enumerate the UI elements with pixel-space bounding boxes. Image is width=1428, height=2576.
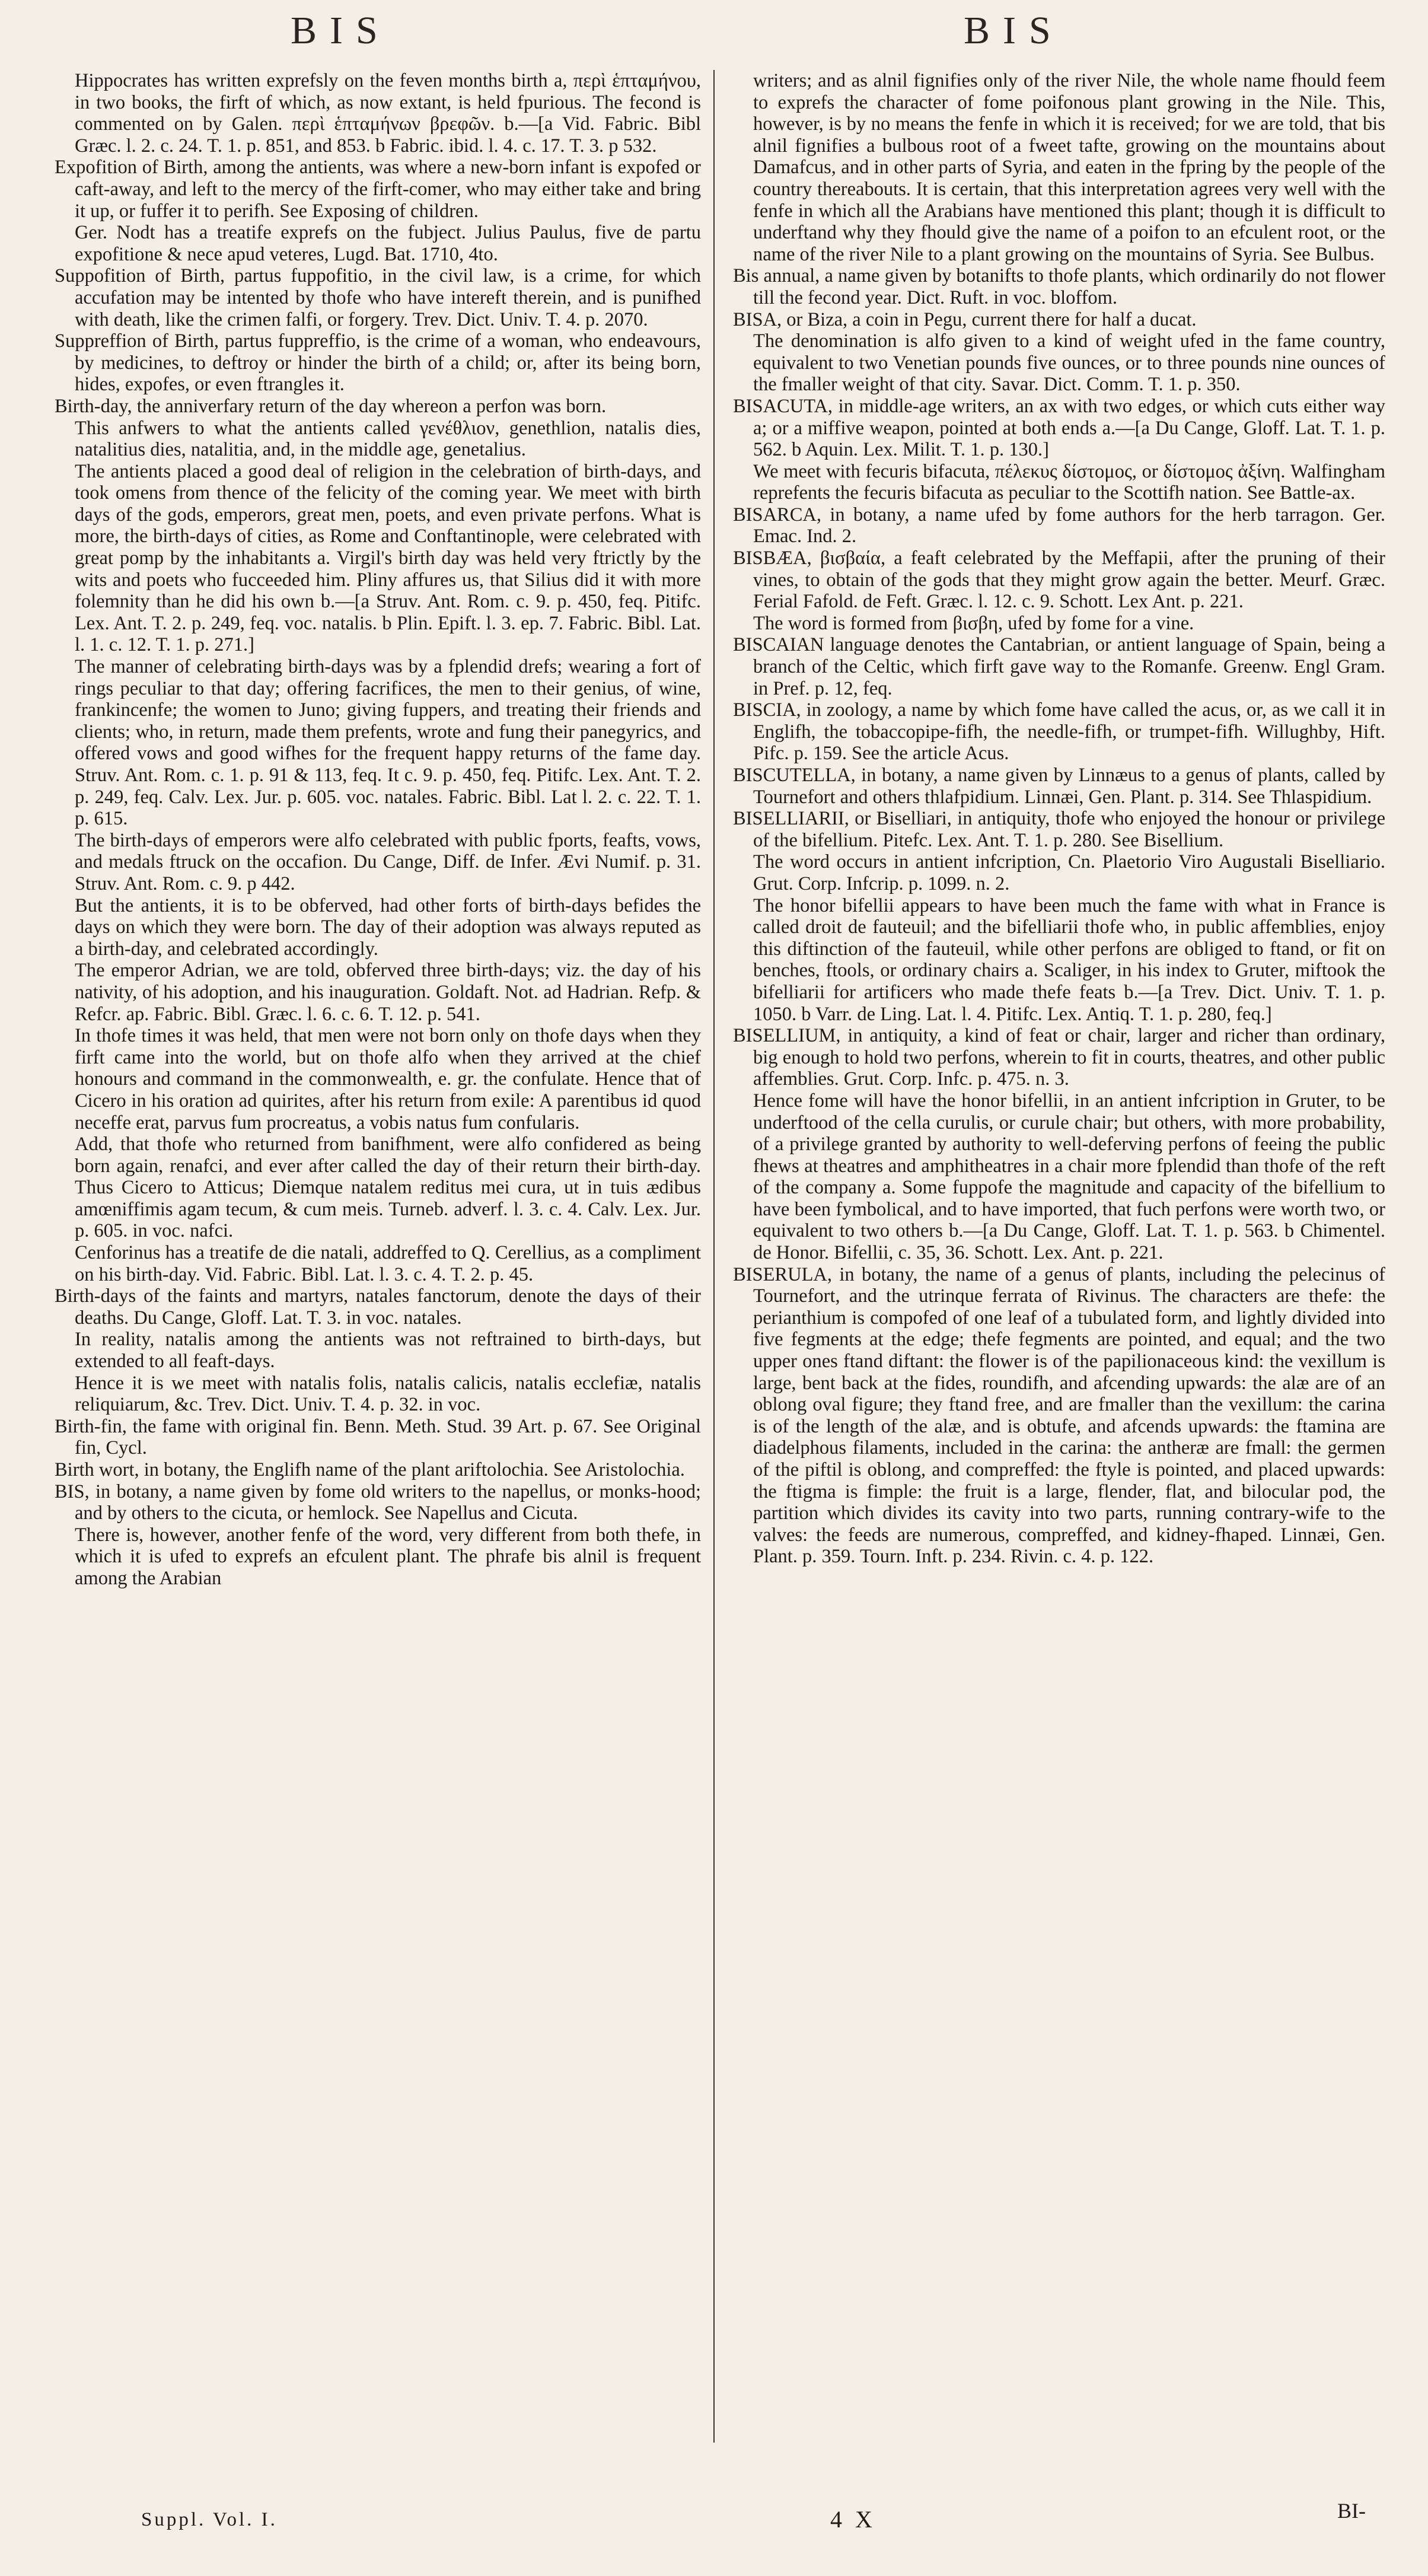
entry-paragraph: BISCAIAN language denotes the Cantabrian, or antient language of Spain, being a branch of the Celtic, which firft gave way to the Romanfe. Greenw. Engl Gram. in Pref. p. 12, feq. [733,634,1385,699]
entry-paragraph: Hippocrates has written exprefsly on the feven months birth a, περὶ ἑπταμήνου, in two books, the firft of which, as now extant, is held fpurious. The fecond is commented on by Galen. περὶ ἑπταμήνων βρεφῶν. b.—[a Vid. Fabric. Bibl Græc. l. 2. c. 24. T. 1. p. 851, and 853. b Fabric. ibid. l. 4. c. 17. T. 3. p 532. [75,70,701,157]
entry-paragraph: Hence it is we meet with natalis folis, natalis calicis, natalis ecclefiæ, natalis reliquiarum, &c. Trev. Dict. Univ. T. 4. p. 32. in voc. [75,1372,701,1416]
entry-paragraph: The birth-days of emperors were alfo celebrated with public fports, feafts, vows, and medals ftruck on the occafion. Du Cange, Diff. de Infer. Ævi Numif. p. 31. Struv. Ant. Rom. c. 9. p 442. [75,829,701,894]
entry-paragraph: Birth-day, the anniverfary return of the day whereon a perfon was born. [55,395,607,417]
entry-paragraph: In thofe times it was held, that men were not born only on thofe days when they firft came into the world, but on thofe alfo when they arrived at the chief honours and command in the commonwealth, e. gr. the confulate. Hence that of Cicero in his oration ad quirites, after his return from exile: A parentibus id quod neceffe erat, parvus fum procreatus, a vobis natus fum confularis. [75,1025,701,1133]
entry-paragraph: But the antients, it is to be obferved, had other forts of birth-days befides the days on which they were born. The day of their adoption was always reputed as a birth-day, and celebrated accordingly. [75,894,701,960]
entry-paragraph: BISACUTA, in middle-age writers, an ax with two edges, or which cuts either way a; or a miffive weapon, pointed at both ends a.—[a Du Cange, Gloff. Lat. T. 1. p. 562. b Aquin. Lex. Milit. T. 1. p. 130.] [733,395,1385,461]
entry-paragraph: This anfwers to what the antients called γενέθλιον, genethlion, natalis dies, natalitius dies, natalitia, and, in the middle age, genetalius. [75,417,701,461]
entry-paragraph: We meet with fecuris bifacuta, πέλεκυς δίστομος, or δίστομος ἀξίνη. Walfingham reprefents the fecuris bifacuta as peculiar to the Scottifh nation. See Battle-ax. [753,460,1385,504]
entry-paragraph: Suppreffion of Birth, partus fuppreffio, is the crime of a woman, who endeavours, by medicines, to deftroy or hinder the birth of a child; or, after its being born, hides, expofes, or even ftrangles it. [55,330,701,396]
entry-paragraph: BIS, in botany, a name given by fome old writers to the napellus, or monks-hood; and by others to the cicuta, or hemlock. See Napellus and Cicuta. [55,1480,701,1524]
entry-paragraph: Suppofition of Birth, partus fuppofitio, in the civil law, is a crime, for which accufation may be intented by thofe who have intereft therein, and is punifhed with death, like the crimen falfi, or forgery. Trev. Dict. Univ. T. 4. p. 2070. [55,265,701,330]
column-divider [713,70,715,2443]
entry-paragraph: BISCUTELLA, in botany, a name given by Linnæus to a genus of plants, called by Tournefort and others thlafpidium. Linnæi, Gen. Plant. p. 314. See Thlaspidium. [733,765,1385,808]
running-head-left: BIS [291,9,391,52]
entry-paragraph: BISERULA, in botany, the name of a genus of plants, including the pelecinus of Tournefort, and the utrinque ferrata of Rivinus. The characters are thefe: the perianthium is compofed of one leaf of a tubulated form, and lightly divided into five fegments at the edge; thefe fegments are pointed, and equal; and the two upper ones ftand diftant: the flower is of the papilionaceous kind: the vexillum is large, bent back at the fides, roundifh, and afcending upwards: the alæ are of an oblong oval figure; they ftand free, and are fmaller than the vexillum: the carina is of the length of the alæ, and is obtufe, and afcends upwards: the ftamina are diadelphous filaments, included in the carina: the antheræ are fmall: the germen of the piftil is oblong, and compreffed: the ftyle is pointed, and placed upwards: the ftigma is fimple: the fruit is a large, flender, flat, and bilocular pod, the partition which divides its cavity into two parts, running contrary-wife to the valves: the feeds are numerous, compreffed, and kidney-fhaped. Linnæi, Gen. Plant. p. 359. Tourn. Inft. p. 234. Rivin. c. 4. p. 122. [733,1263,1385,1568]
entry-paragraph: The honor bifellii appears to have been much the fame with what in France is called droit de fauteuil; and the bifelliarii thofe who, in public affemblies, enjoy this diftinction of the fauteuil, while other perfons are obliged to ftand, or fit on benches, ftools, or ordinary chairs a. Scaliger, in his index to Gruter, miftook the bifelliarii for artificers who made thefe feats b.—[a Trev. Dict. Univ. T. 1. p. 1050. b Varr. de Ling. Lat. l. 4. Pitifc. Lex. Antiq. T. 1. p. 280, feq.] [753,894,1385,1025]
entry-paragraph: Birth-days of the faints and martyrs, natales fanctorum, denote the days of their deaths. Du Cange, Gloff. Lat. T. 3. in voc. natales. [55,1285,701,1329]
entry-paragraph: The antients placed a good deal of religion in the celebration of birth-days, and took omens from thence of the felicity of the coming year. We meet with birth days of the gods, emperors, great men, poets, and even private perfons. What is more, the birth-days of cities, as Rome and Conftantinople, were celebrated with great pomp by the inhabitants a. Virgil's birth day was held very ftrictly by the wits and poets who fucceeded him. Pliny affures us, that Silius did it with more folemnity than he did his own b.—[a Struv. Ant. Rom. c. 9. p. 450, feq. Pitifc. Lex. Ant. T. 2. p. 249, feq. voc. natalis. b Plin. Epift. l. 3. ep. 7. Fabric. Bibl. Lat. l. 1. c. 12. T. 1. p. 271.] [75,460,701,656]
entry-paragraph: BISCIA, in zoology, a name by which fome have called the acus, or, as we call it in Englifh, the tobaccopipe-fifh, the needle-fifh, or trumpet-fifh. Willughby, Hift. Pifc. p. 159. See the article Acus. [733,699,1385,765]
entry-paragraph: writers; and as alnil fignifies only of the river Nile, the whole name fhould feem to exprefs the character of fome poifonous plant growing in the Nile. This, however, is by no means the fenfe in which it is received; for we are told, that bis alnil fignifies a bulbous root of a fweet tafte, growing on the mountains about Damafcus, and in other parts of Syria, and eaten in the fpring by the people of the country thereabouts. It is certain, that this interpretation agrees very well with the fenfe in which all the Arabians have mentioned this plant; though it is difficult to underftand why they fhould give the name of a poifon to an efculent root, or the name of the river Nile to a plant growing on the mountains of Syria. See Bulbus. [753,70,1385,265]
entry-paragraph: In reality, natalis among the antients was not reftrained to birth-days, but extended to all feaft-days. [75,1329,701,1373]
entry-paragraph: The word is formed from βισβη, ufed by fome for a vine. [753,612,1194,634]
entry-paragraph: Ger. Nodt has a treatife exprefs on the fubject. Julius Paulus, five de partu expofitione & nece apud veteres, Lugd. Bat. 1710, 4to. [75,222,701,265]
entry-paragraph: The denomination is alfo given to a kind of weight ufed in the fame country, equivalent to two Venetian pounds five ounces, or to three pounds nine ounces of the fmaller weight of that city. Savar. Dict. Comm. T. 1. p. 350. [753,330,1385,396]
entry-paragraph: Expofition of Birth, among the antients, was where a new-born infant is expofed or caft-away, and left to the mercy of the firft-comer, who may either take and bring it up, or fuffer it to perifh. See Exposing of children. [55,157,701,222]
entry-paragraph: BISA, or Biza, a coin in Pegu, current there for half a ducat. [733,308,1197,330]
entry-paragraph: BISELLIUM, in antiquity, a kind of feat or chair, larger and richer than ordinary, big enough to hold two perfons, wherein to fit in courts, theatres, and other public affemblies. Grut. Corp. Infc. p. 475. n. 3. [733,1025,1385,1090]
entry-paragraph: There is, however, another fenfe of the word, very different from both thefe, in which it is ufed to exprefs an efculent plant. The phrafe bis alnil is frequent among the Arabian [75,1524,701,1589]
entry-paragraph: The word occurs in antient infcription, Cn. Plaetorio Viro Augustali Biselliario. Grut. Corp. Infcrip. p. 1099. n. 2. [753,851,1385,894]
signature-mark: 4 X [830,2506,876,2533]
volume-signature: Suppl. Vol. I. [141,2509,278,2530]
entry-paragraph: Add, that thofe who returned from banifhment, were alfo confidered as being born again, renafci, and ever after called the day of their return their birth-day. Thus Cicero to Atticus; Diemque natalem reditus mei cura, ut in tuis ædibus amœniffimis agam tecum, & cum meis. Turneb. adverf. l. 3. c. 4. Calv. Lex. Jur. p. 605. in voc. nafci. [75,1133,701,1242]
entry-paragraph: Bis annual, a name given by botanifts to thofe plants, which ordinarily do not flower till the fecond year. Dict. Ruft. in voc. bloffom. [733,265,1385,308]
entry-paragraph: The emperor Adrian, we are told, obferved three birth-days; viz. the day of his nativity, of his adoption, and his inauguration. Goldaft. Not. ad Hadrian. Refp. & Refcr. ap. Fabric. Bibl. Græc. l. 6. c. 6. T. 12. p. 541. [75,960,701,1025]
entry-paragraph: The manner of celebrating birth-days was by a fplendid drefs; wearing a fort of rings peculiar to that day; offering facrifices, the men to their genius, of wine, frankincenfe; the women to Juno; giving fuppers, and treating their friends and clients; who, in return, made them prefents, wrote and fung their panegyrics, and offered vows and good wifhes for the frequent happy returns of the fame day. Struv. Ant. Rom. c. 1. p. 91 & 113, feq. It c. 9. p. 450, feq. Pitifc. Lex. Ant. T. 2. p. 249, feq. Calv. Lex. Jur. p. 605. voc. natales. Fabric. Bibl. Lat l. 2. c. 22. T. 1. p. 615. [75,656,701,830]
catchword: BI- [1337,2499,1366,2523]
entry-paragraph: BISELLIARII, or Biselliari, in antiquity, thofe who enjoyed the honour or privilege of the bifellium. Pitefc. Lex. Ant. T. 1. p. 280. See Bisellium. [733,808,1385,851]
left-column [55,70,701,1590]
entry-paragraph: BISARCA, in botany, a name ufed by fome authors for the herb tarragon. Ger. Emac. Ind. 2. [733,504,1385,547]
entry-paragraph: Birth wort, in botany, the Englifh name of the plant ariftolochia. See Aristolochia. [55,1459,685,1480]
right-column [733,70,1385,1568]
entry-paragraph: Birth-fin, the fame with original fin. Benn. Meth. Stud. 39 Art. p. 67. See Original fin, Cycl. [55,1415,701,1459]
entry-paragraph: Hence fome will have the honor bifellii, in an antient infcription in Gruter, to be underftood of the cella curulis, or curule chair; but others, with more probability, of a privilege granted by authority to well-deferving perfons of feeing the public fhews at theatres and amphitheatres in a chair more fplendid than thofe of the reft of the company a. Some fuppofe the magnitude and capacity of the bifellium to have been fymbolical, and to have imported, that fuch perfons were worth two, or equivalent to two others b.—[a Du Cange, Gloff. Lat. T. 1. p. 563. b Chimentel. de Honor. Bifellii, c. 35, 36. Schott. Lex. Ant. p. 221. [753,1090,1385,1264]
entry-paragraph: Cenforinus has a treatife de die natali, addreffed to Q. Cerellius, as a compliment on his birth-day. Vid. Fabric. Bibl. Lat. l. 3. c. 4. T. 2. p. 45. [75,1242,701,1285]
entry-paragraph: BISBÆA, βισβαία, a feaft celebrated by the Meffapii, after the pruning of their vines, to obtain of the gods that they might grow again the better. Meurf. Græc. Ferial Fafold. de Feft. Græc. l. 12. c. 9. Schott. Lex Ant. p. 221. [733,547,1385,613]
running-head-right: BIS [964,9,1064,52]
